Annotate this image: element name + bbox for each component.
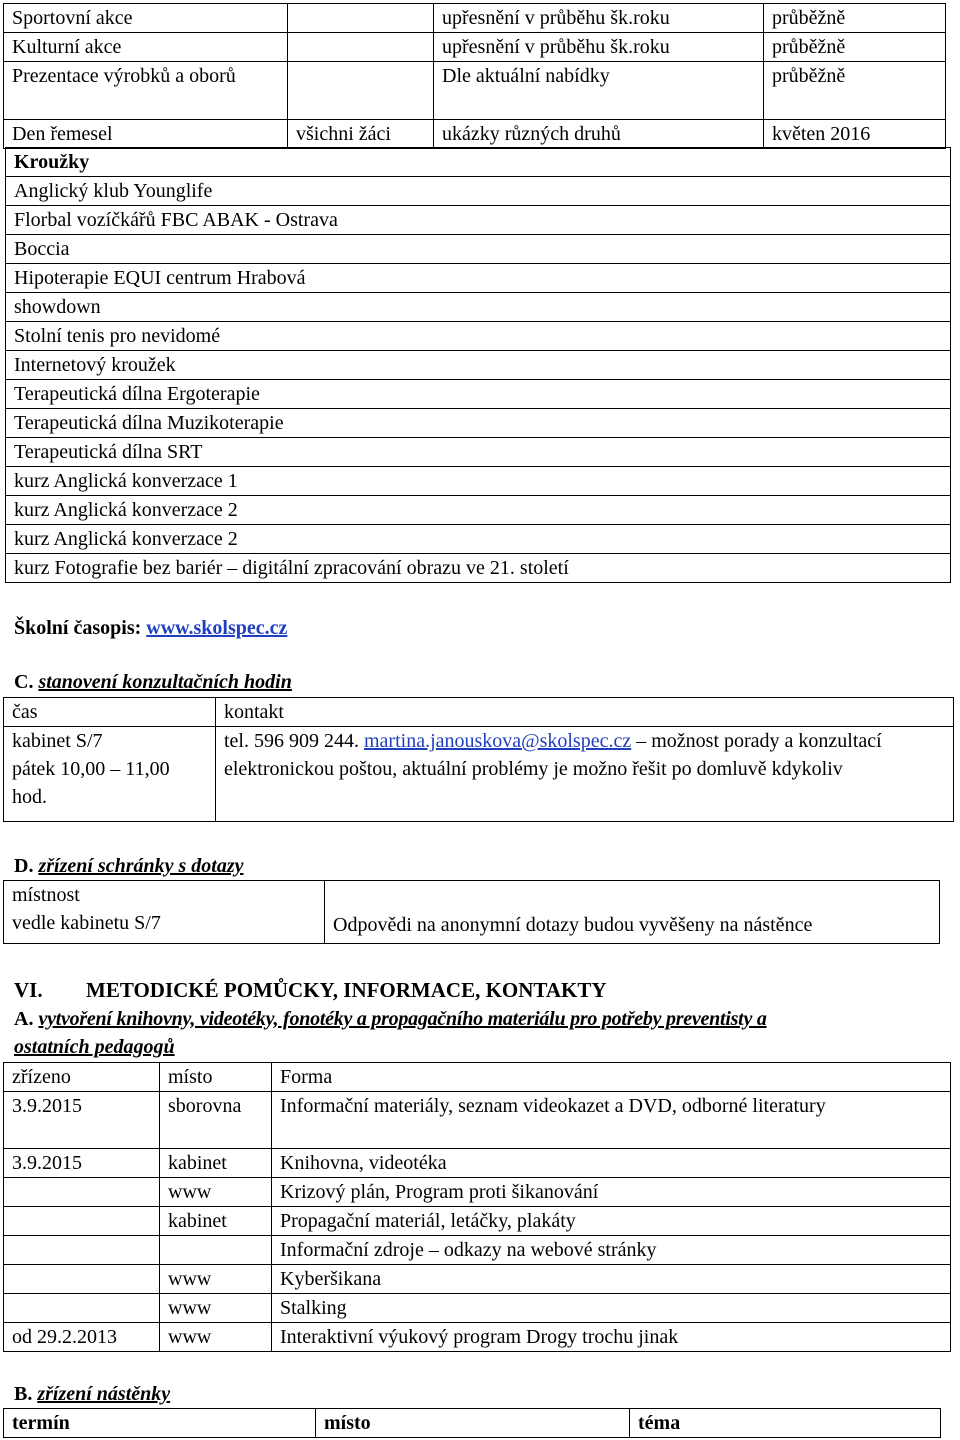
event-name: Kulturní akce [4, 33, 288, 62]
list-item: kurz Anglická konverzace 1 [6, 467, 951, 496]
event-detail: upřesnění v průběhu šk.roku [434, 4, 764, 33]
event-detail: upřesnění v průběhu šk.roku [434, 33, 764, 62]
section-a-title-line2: ostatních pedagogů [14, 1036, 175, 1058]
section-b-title: zřízení nástěnky [37, 1383, 171, 1405]
list-item: Stolní tenis pro nevidomé [6, 322, 951, 351]
list-item: Anglický klub Younglife [6, 177, 951, 206]
section-vi-title: METODICKÉ POMŮCKY, INFORMACE, KONTAKTY [86, 978, 607, 1002]
header-place: místo [160, 1063, 272, 1092]
section-vi-heading [14, 976, 607, 1004]
header-form: Forma [272, 1063, 951, 1092]
header-contact: kontakt [216, 698, 954, 727]
table-row [4, 1149, 951, 1178]
materials-table [3, 1062, 951, 1352]
magazine-link[interactable]: www.skolspec.cz [146, 617, 288, 639]
magazine-label: Školní časopis: [14, 617, 147, 639]
list-item: Boccia [6, 235, 951, 264]
row-place: www [160, 1178, 272, 1207]
list-item: showdown [6, 293, 951, 322]
section-a-prefix: A. [14, 1008, 39, 1030]
row-place: kabinet [160, 1207, 272, 1236]
table-row [4, 727, 954, 822]
consultation-table [3, 697, 954, 822]
event-target [288, 62, 434, 120]
section-a-title-line1: vytvoření knihovny, videotéky, fonotéky a propagačního materiálu pro potřeby preventisty a [38, 1008, 767, 1030]
clubs-title: Kroužky [6, 148, 951, 177]
row-date [4, 1294, 160, 1323]
section-d-heading [14, 852, 243, 880]
event-when: průběžně [764, 4, 946, 33]
table-row [4, 1207, 951, 1236]
event-name: Prezentace výrobků a oborů [4, 62, 288, 120]
contact-phone: tel. 596 909 244. [224, 730, 364, 752]
list-item: Terapeutická dílna SRT [6, 438, 951, 467]
header-date: zřízeno [4, 1063, 160, 1092]
contact-note: – možnost porady a konzultací elektronickou poštou, aktuální problémy je možno řešit po domluvě kdykoliv [224, 730, 882, 780]
header-term: termín [4, 1409, 316, 1438]
event-name: Sportovní akce [4, 4, 288, 33]
section-c-prefix: C. [14, 671, 39, 693]
row-form: Informační materiály, seznam videokazet a DVD, odborné literatury [272, 1092, 951, 1149]
time-line: pátek 10,00 – 11,00 [12, 758, 170, 780]
row-date [4, 1236, 160, 1265]
event-detail: Dle aktuální nabídky [434, 62, 764, 120]
row-place: sborovna [160, 1092, 272, 1149]
time-line: hod. [12, 786, 47, 808]
header-topic: téma [630, 1409, 941, 1438]
contact-email-link[interactable]: martina.janouskova@skolspec.cz [364, 730, 632, 752]
event-when: květen 2016 [764, 120, 946, 149]
section-b-heading [14, 1380, 170, 1408]
event-when: průběžně [764, 33, 946, 62]
row-form: Knihovna, videotéka [272, 1149, 951, 1178]
table-row [4, 1063, 951, 1092]
list-item: Florbal vozíčkářů FBC ABAK - Ostrava [6, 206, 951, 235]
header-time: čas [4, 698, 216, 727]
row-form: Interaktivní výukový program Drogy trochu jinak [272, 1323, 951, 1352]
consultation-contact [216, 727, 954, 822]
event-detail: ukázky různých druhů [434, 120, 764, 149]
table-row [4, 1294, 951, 1323]
list-item: Internetový kroužek [6, 351, 951, 380]
list-item: Terapeutická dílna Muzikoterapie [6, 409, 951, 438]
event-name: Den řemesel [4, 120, 288, 149]
section-a-heading [14, 1005, 960, 1061]
table-row [4, 1265, 951, 1294]
list-item: Hipoterapie EQUI centrum Hrabová [6, 264, 951, 293]
mailbox-answer: Odpovědi na anonymní dotazy budou vyvěšeny na nástěnce [325, 881, 940, 944]
table-row [4, 4, 946, 33]
row-date: 3.9.2015 [4, 1092, 160, 1149]
table-row [4, 1092, 951, 1149]
event-target [288, 4, 434, 33]
school-magazine [14, 614, 287, 642]
table-row [4, 881, 940, 944]
table-row [4, 1409, 941, 1438]
room-label: místnost [12, 884, 80, 906]
table-row [4, 33, 946, 62]
list-item: Terapeutická dílna Ergoterapie [6, 380, 951, 409]
section-vi-number: VI. [14, 978, 43, 1002]
section-d-title: zřízení schránky s dotazy [38, 855, 244, 877]
list-item: kurz Fotografie bez bariér – digitální zpracování obrazu ve 21. století [6, 554, 951, 583]
row-form: Informační zdroje – odkazy na webové stránky [272, 1236, 951, 1265]
row-form: Krizový plán, Program proti šikanování [272, 1178, 951, 1207]
table-row [4, 698, 954, 727]
table-row [4, 120, 946, 149]
row-form: Stalking [272, 1294, 951, 1323]
section-b-prefix: B. [14, 1383, 38, 1405]
row-place [160, 1236, 272, 1265]
list-item: kurz Anglická konverzace 2 [6, 525, 951, 554]
consultation-time [4, 727, 216, 822]
row-date [4, 1207, 160, 1236]
header-place: místo [316, 1409, 630, 1438]
row-form: Kyberšikana [272, 1265, 951, 1294]
row-date: od 29.2.2013 [4, 1323, 160, 1352]
table-row [4, 1178, 951, 1207]
time-line: kabinet S/7 [12, 730, 103, 752]
table-row [4, 1323, 951, 1352]
table-row [4, 62, 946, 120]
row-place: kabinet [160, 1149, 272, 1178]
row-place: www [160, 1294, 272, 1323]
event-target: všichni žáci [288, 120, 434, 149]
mailbox-room [4, 881, 325, 944]
row-date [4, 1265, 160, 1294]
event-when: průběžně [764, 62, 946, 120]
table-row [4, 1236, 951, 1265]
row-date: 3.9.2015 [4, 1149, 160, 1178]
mailbox-table [3, 880, 940, 944]
row-place: www [160, 1265, 272, 1294]
row-place: www [160, 1323, 272, 1352]
section-d-prefix: D. [14, 855, 39, 877]
clubs-table [5, 147, 951, 583]
section-c-title: stanovení konzultačních hodin [38, 671, 292, 693]
row-form: Propagační materiál, letáčky, plakáty [272, 1207, 951, 1236]
row-date [4, 1178, 160, 1207]
room-value: vedle kabinetu S/7 [12, 912, 161, 934]
event-target [288, 33, 434, 62]
list-item: kurz Anglická konverzace 2 [6, 496, 951, 525]
section-c-heading [14, 668, 292, 696]
events-table [3, 3, 946, 149]
noticeboard-table [3, 1408, 941, 1438]
